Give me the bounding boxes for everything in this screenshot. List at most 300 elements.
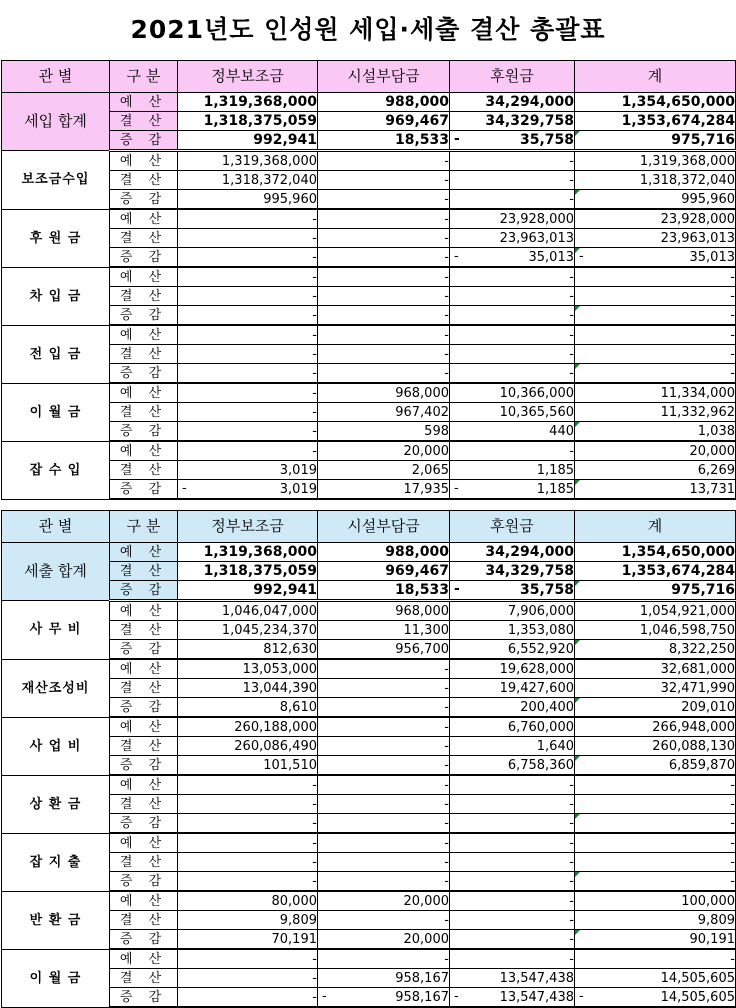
- value-text: -: [312, 854, 317, 870]
- value-cell: [178, 345, 318, 364]
- table-row: [2, 383, 736, 403]
- group-label: 차 입 금: [2, 267, 110, 325]
- value-text: -: [312, 249, 317, 265]
- error-indicator-icon: [575, 814, 580, 819]
- value-text: 2,065: [411, 462, 449, 478]
- header-row: [2, 511, 736, 543]
- value-text: -: [569, 854, 574, 870]
- value-cell: [450, 853, 575, 872]
- value-text: 18,533: [394, 581, 449, 598]
- table-row: [2, 441, 736, 461]
- row-type-label: 예 산: [110, 949, 178, 969]
- value-cell: [575, 190, 736, 210]
- value-text: 34,329,758: [485, 562, 574, 579]
- table-row: [2, 209, 736, 229]
- row-type-label: 결 산: [110, 911, 178, 930]
- value-text: 11,300: [403, 622, 449, 638]
- value-cell: [318, 306, 450, 326]
- header-cell: 계: [575, 511, 736, 543]
- value-cell: [575, 543, 736, 562]
- value-cell: [575, 814, 736, 834]
- value-text: 35,758: [519, 581, 574, 598]
- value-cell: [450, 988, 575, 1008]
- value-text: -: [444, 738, 449, 754]
- group-label: 잡 지 출: [2, 833, 110, 891]
- value-cell: [450, 581, 575, 601]
- value-cell: [318, 543, 450, 562]
- value-cell: [575, 911, 736, 930]
- value-cell: [575, 480, 736, 500]
- value-cell: [178, 422, 318, 442]
- value-text: 1,046,598,750: [639, 622, 735, 638]
- row-type-label: 증 감: [110, 581, 178, 601]
- value-cell: [575, 131, 736, 151]
- table-row: [2, 267, 736, 287]
- value-text: -: [569, 172, 574, 188]
- value-cell: [575, 287, 736, 306]
- error-indicator-icon: [575, 422, 580, 427]
- value-cell: [450, 872, 575, 892]
- value-text: 958,167: [395, 989, 449, 1005]
- value-cell: [178, 795, 318, 814]
- value-cell: [450, 345, 575, 364]
- row-type-label: 예 산: [110, 441, 178, 461]
- value-cell: [575, 833, 736, 853]
- value-cell: [575, 621, 736, 640]
- value-text: -: [312, 443, 317, 459]
- value-text: 975,716: [671, 581, 735, 598]
- value-cell: [318, 248, 450, 268]
- value-text: 70,191: [271, 931, 317, 947]
- value-text: -: [569, 443, 574, 459]
- value-cell: [575, 679, 736, 698]
- value-text: 23,963,013: [499, 230, 574, 246]
- value-text: -: [312, 989, 317, 1005]
- table-row: [2, 325, 736, 345]
- error-indicator-icon: [575, 131, 580, 136]
- value-text: 1,353,080: [507, 622, 574, 638]
- table-row: [2, 775, 736, 795]
- value-text: -: [444, 757, 449, 773]
- value-cell: [178, 679, 318, 698]
- value-text: 1,185: [536, 481, 574, 497]
- value-text: -: [312, 346, 317, 362]
- value-cell: [178, 717, 318, 737]
- value-cell: [178, 229, 318, 248]
- value-cell: [450, 698, 575, 718]
- value-cell: [450, 287, 575, 306]
- value-text: 14,505,605: [660, 970, 735, 986]
- value-text: -: [730, 288, 735, 304]
- value-text: 23,928,000: [660, 211, 735, 227]
- value-text: -: [730, 951, 735, 967]
- value-text: 32,681,000: [660, 661, 735, 677]
- row-type-label: 예 산: [110, 775, 178, 795]
- value-text: 19,628,000: [499, 661, 574, 677]
- value-text: -: [730, 796, 735, 812]
- value-cell: [178, 543, 318, 562]
- value-text: -: [312, 777, 317, 793]
- error-indicator-icon: [575, 640, 580, 645]
- group-label: 재산조성비: [2, 659, 110, 717]
- row-type-label: 결 산: [110, 853, 178, 872]
- value-text: -: [730, 269, 735, 285]
- value-text: 34,329,758: [485, 112, 574, 129]
- table-row: [2, 949, 736, 969]
- value-cell: [318, 853, 450, 872]
- value-text: -: [312, 423, 317, 439]
- value-cell: [450, 131, 575, 151]
- value-cell: [178, 737, 318, 756]
- row-type-label: 증 감: [110, 364, 178, 384]
- value-cell: [318, 717, 450, 737]
- value-cell: [178, 171, 318, 190]
- value-cell: [178, 248, 318, 268]
- header-cell: 정부보조금: [178, 511, 318, 543]
- value-text: 968,000: [395, 385, 449, 401]
- value-text: 260,188,000: [234, 719, 317, 735]
- header-cell: 계: [575, 61, 736, 93]
- value-cell: [575, 422, 736, 442]
- error-indicator-icon: [575, 480, 580, 485]
- value-text: 1,353,674,284: [621, 112, 735, 129]
- value-text: -: [730, 873, 735, 889]
- header-cell: 관 별: [2, 61, 110, 93]
- table-row: [2, 248, 736, 268]
- header-cell: 시설부담금: [318, 511, 450, 543]
- value-cell: [575, 891, 736, 911]
- value-cell: [575, 306, 736, 326]
- value-text: -: [444, 719, 449, 735]
- row-type-label: 예 산: [110, 151, 178, 171]
- group-label: 사 업 비: [2, 717, 110, 775]
- value-text: 20,000: [689, 443, 735, 459]
- value-text: -: [569, 777, 574, 793]
- value-text: -: [730, 835, 735, 851]
- header-cell: 관 별: [2, 511, 110, 543]
- row-type-label: 증 감: [110, 480, 178, 500]
- value-text: -: [444, 796, 449, 812]
- table-row: [2, 969, 736, 988]
- row-type-label: 증 감: [110, 930, 178, 950]
- value-text: 23,928,000: [499, 211, 574, 227]
- value-text: 995,960: [263, 191, 317, 207]
- value-cell: [450, 891, 575, 911]
- value-cell: [575, 640, 736, 660]
- value-text: -: [569, 288, 574, 304]
- value-text: -: [312, 230, 317, 246]
- negative-sign: -: [454, 249, 459, 264]
- value-cell: [450, 267, 575, 287]
- value-cell: [178, 930, 318, 950]
- value-text: -: [444, 211, 449, 227]
- value-text: 992,941: [253, 581, 317, 598]
- header-cell: 정부보조금: [178, 61, 318, 93]
- negative-sign: -: [322, 989, 327, 1004]
- group-label: 사 무 비: [2, 601, 110, 660]
- value-cell: [178, 853, 318, 872]
- value-cell: [318, 325, 450, 345]
- value-cell: [450, 364, 575, 384]
- value-text: 209,010: [681, 699, 735, 715]
- negative-sign: -: [454, 989, 459, 1004]
- value-text: 969,467: [385, 562, 449, 579]
- group-label: 반 환 금: [2, 891, 110, 949]
- value-text: -: [444, 815, 449, 831]
- value-cell: [575, 364, 736, 384]
- value-text: -: [312, 796, 317, 812]
- value-cell: [178, 581, 318, 601]
- value-cell: [318, 209, 450, 229]
- table-row: [2, 872, 736, 892]
- table-row: [2, 601, 736, 621]
- row-type-label: 결 산: [110, 795, 178, 814]
- table-row: [2, 795, 736, 814]
- error-indicator-icon: [575, 248, 580, 253]
- row-type-label: 예 산: [110, 267, 178, 287]
- value-text: 1,038: [697, 423, 735, 439]
- value-text: 958,167: [395, 970, 449, 986]
- value-cell: [450, 480, 575, 500]
- value-text: 6,269: [697, 462, 735, 478]
- value-text: 266,948,000: [652, 719, 735, 735]
- value-cell: [575, 775, 736, 795]
- value-text: 11,332,962: [660, 404, 735, 420]
- group-label: 상 환 금: [2, 775, 110, 833]
- value-cell: [450, 949, 575, 969]
- table-row: [2, 911, 736, 930]
- value-text: 11,334,000: [660, 385, 735, 401]
- value-text: -: [444, 288, 449, 304]
- group-label: 전 입 금: [2, 325, 110, 383]
- value-text: -: [730, 815, 735, 831]
- value-text: 1,318,375,059: [203, 112, 317, 129]
- value-text: 1,319,368,000: [203, 93, 317, 110]
- value-cell: [575, 581, 736, 601]
- value-cell: [575, 659, 736, 679]
- value-cell: [575, 325, 736, 345]
- value-cell: [178, 640, 318, 660]
- negative-sign: -: [579, 989, 584, 1004]
- header-cell: 시설부담금: [318, 61, 450, 93]
- value-cell: [318, 601, 450, 621]
- value-cell: [178, 267, 318, 287]
- value-cell: [575, 601, 736, 621]
- value-cell: [575, 248, 736, 268]
- value-text: 1,353,674,284: [621, 562, 735, 579]
- value-cell: [450, 325, 575, 345]
- value-cell: [318, 737, 450, 756]
- value-text: -: [444, 365, 449, 381]
- row-type-label: 결 산: [110, 969, 178, 988]
- table-row: [2, 171, 736, 190]
- table-row: [2, 891, 736, 911]
- value-text: -: [730, 365, 735, 381]
- value-text: 100,000: [681, 893, 735, 909]
- value-cell: [178, 756, 318, 776]
- value-text: 9,809: [279, 912, 317, 928]
- value-cell: [575, 93, 736, 112]
- value-text: 1,354,650,000: [621, 543, 735, 560]
- row-type-label: 결 산: [110, 345, 178, 364]
- value-cell: [318, 659, 450, 679]
- value-text: 992,941: [253, 131, 317, 148]
- value-cell: [450, 775, 575, 795]
- value-cell: [575, 209, 736, 229]
- value-text: 18,533: [394, 131, 449, 148]
- value-cell: [318, 833, 450, 853]
- value-text: 6,760,000: [507, 719, 574, 735]
- value-cell: [575, 345, 736, 364]
- value-text: -: [444, 661, 449, 677]
- header-cell: 후원금: [450, 511, 575, 543]
- value-cell: [575, 717, 736, 737]
- row-type-label: 증 감: [110, 756, 178, 776]
- table-row: [2, 306, 736, 326]
- value-cell: [178, 383, 318, 403]
- value-text: -: [444, 777, 449, 793]
- row-type-label: 증 감: [110, 640, 178, 660]
- value-text: -: [312, 365, 317, 381]
- value-text: -: [569, 931, 574, 947]
- table-row: [2, 621, 736, 640]
- row-type-label: 예 산: [110, 93, 178, 112]
- negative-sign: -: [454, 581, 460, 597]
- value-cell: [575, 949, 736, 969]
- value-text: -: [569, 153, 574, 169]
- value-cell: [178, 814, 318, 834]
- value-text: -: [444, 153, 449, 169]
- value-text: -: [444, 307, 449, 323]
- value-cell: [318, 621, 450, 640]
- value-cell: [178, 209, 318, 229]
- value-cell: [318, 441, 450, 461]
- value-cell: [178, 287, 318, 306]
- value-cell: [318, 364, 450, 384]
- value-cell: [450, 171, 575, 190]
- value-text: -: [569, 815, 574, 831]
- value-text: 10,365,560: [499, 404, 574, 420]
- value-cell: [575, 229, 736, 248]
- value-cell: [450, 151, 575, 171]
- table-row: [2, 853, 736, 872]
- value-cell: [318, 403, 450, 422]
- value-text: 995,960: [681, 191, 735, 207]
- table-row: [2, 287, 736, 306]
- value-text: 34,294,000: [485, 93, 574, 110]
- value-cell: [178, 190, 318, 210]
- value-text: 8,322,250: [668, 641, 735, 657]
- row-type-label: 예 산: [110, 543, 178, 562]
- value-cell: [575, 698, 736, 718]
- error-indicator-icon: [575, 756, 580, 761]
- value-cell: [318, 480, 450, 500]
- row-type-label: 증 감: [110, 814, 178, 834]
- value-text: 13,053,000: [242, 661, 317, 677]
- value-text: 1,640: [536, 738, 574, 754]
- table-row: [2, 737, 736, 756]
- table-row: [2, 403, 736, 422]
- value-text: 969,467: [385, 112, 449, 129]
- value-text: 13,044,390: [242, 680, 317, 696]
- value-text: -: [312, 951, 317, 967]
- value-cell: [318, 461, 450, 480]
- value-cell: [575, 853, 736, 872]
- total-row: [2, 131, 736, 151]
- error-indicator-icon: [575, 581, 580, 586]
- value-text: 1,046,047,000: [221, 603, 317, 619]
- value-text: 35,758: [519, 131, 574, 148]
- value-text: -: [444, 191, 449, 207]
- value-text: 8,610: [279, 699, 317, 715]
- row-type-label: 예 산: [110, 601, 178, 621]
- value-text: 35,013: [528, 249, 574, 265]
- value-text: 1,318,375,059: [203, 562, 317, 579]
- value-text: -: [569, 269, 574, 285]
- value-text: 32,471,990: [660, 680, 735, 696]
- value-cell: [318, 640, 450, 660]
- value-text: -: [569, 327, 574, 343]
- value-text: -: [569, 365, 574, 381]
- table-row: [2, 679, 736, 698]
- value-cell: [318, 775, 450, 795]
- value-cell: [318, 891, 450, 911]
- header-row: [2, 61, 736, 93]
- value-text: -: [569, 346, 574, 362]
- value-cell: [178, 775, 318, 795]
- value-cell: [575, 112, 736, 131]
- value-text: -: [312, 873, 317, 889]
- value-cell: [450, 229, 575, 248]
- value-cell: [318, 422, 450, 442]
- row-type-label: 증 감: [110, 190, 178, 210]
- total-row: [2, 562, 736, 581]
- value-text: 9,809: [697, 912, 735, 928]
- value-text: 17,935: [403, 481, 449, 497]
- value-text: 812,630: [263, 641, 317, 657]
- error-indicator-icon: [575, 306, 580, 311]
- value-text: 200,400: [520, 699, 574, 715]
- value-cell: [450, 969, 575, 988]
- value-cell: [178, 891, 318, 911]
- expenditure-table: [1, 510, 736, 1008]
- value-text: 14,505,605: [660, 989, 735, 1005]
- value-cell: [450, 422, 575, 442]
- value-cell: [318, 171, 450, 190]
- value-text: -: [569, 873, 574, 889]
- table-row: [2, 229, 736, 248]
- value-text: 1,319,368,000: [221, 153, 317, 169]
- value-cell: [450, 621, 575, 640]
- value-text: -: [569, 307, 574, 323]
- row-type-label: 증 감: [110, 248, 178, 268]
- value-cell: [318, 93, 450, 112]
- value-text: 6,552,920: [507, 641, 574, 657]
- value-cell: [575, 171, 736, 190]
- value-cell: [575, 795, 736, 814]
- value-text: -: [444, 269, 449, 285]
- value-cell: [450, 543, 575, 562]
- group-label: 이 월 금: [2, 949, 110, 1007]
- row-type-label: 예 산: [110, 209, 178, 229]
- value-text: -: [312, 970, 317, 986]
- value-cell: [318, 345, 450, 364]
- value-cell: [178, 911, 318, 930]
- value-cell: [575, 441, 736, 461]
- row-type-label: 결 산: [110, 679, 178, 698]
- value-cell: [450, 659, 575, 679]
- row-type-label: 결 산: [110, 112, 178, 131]
